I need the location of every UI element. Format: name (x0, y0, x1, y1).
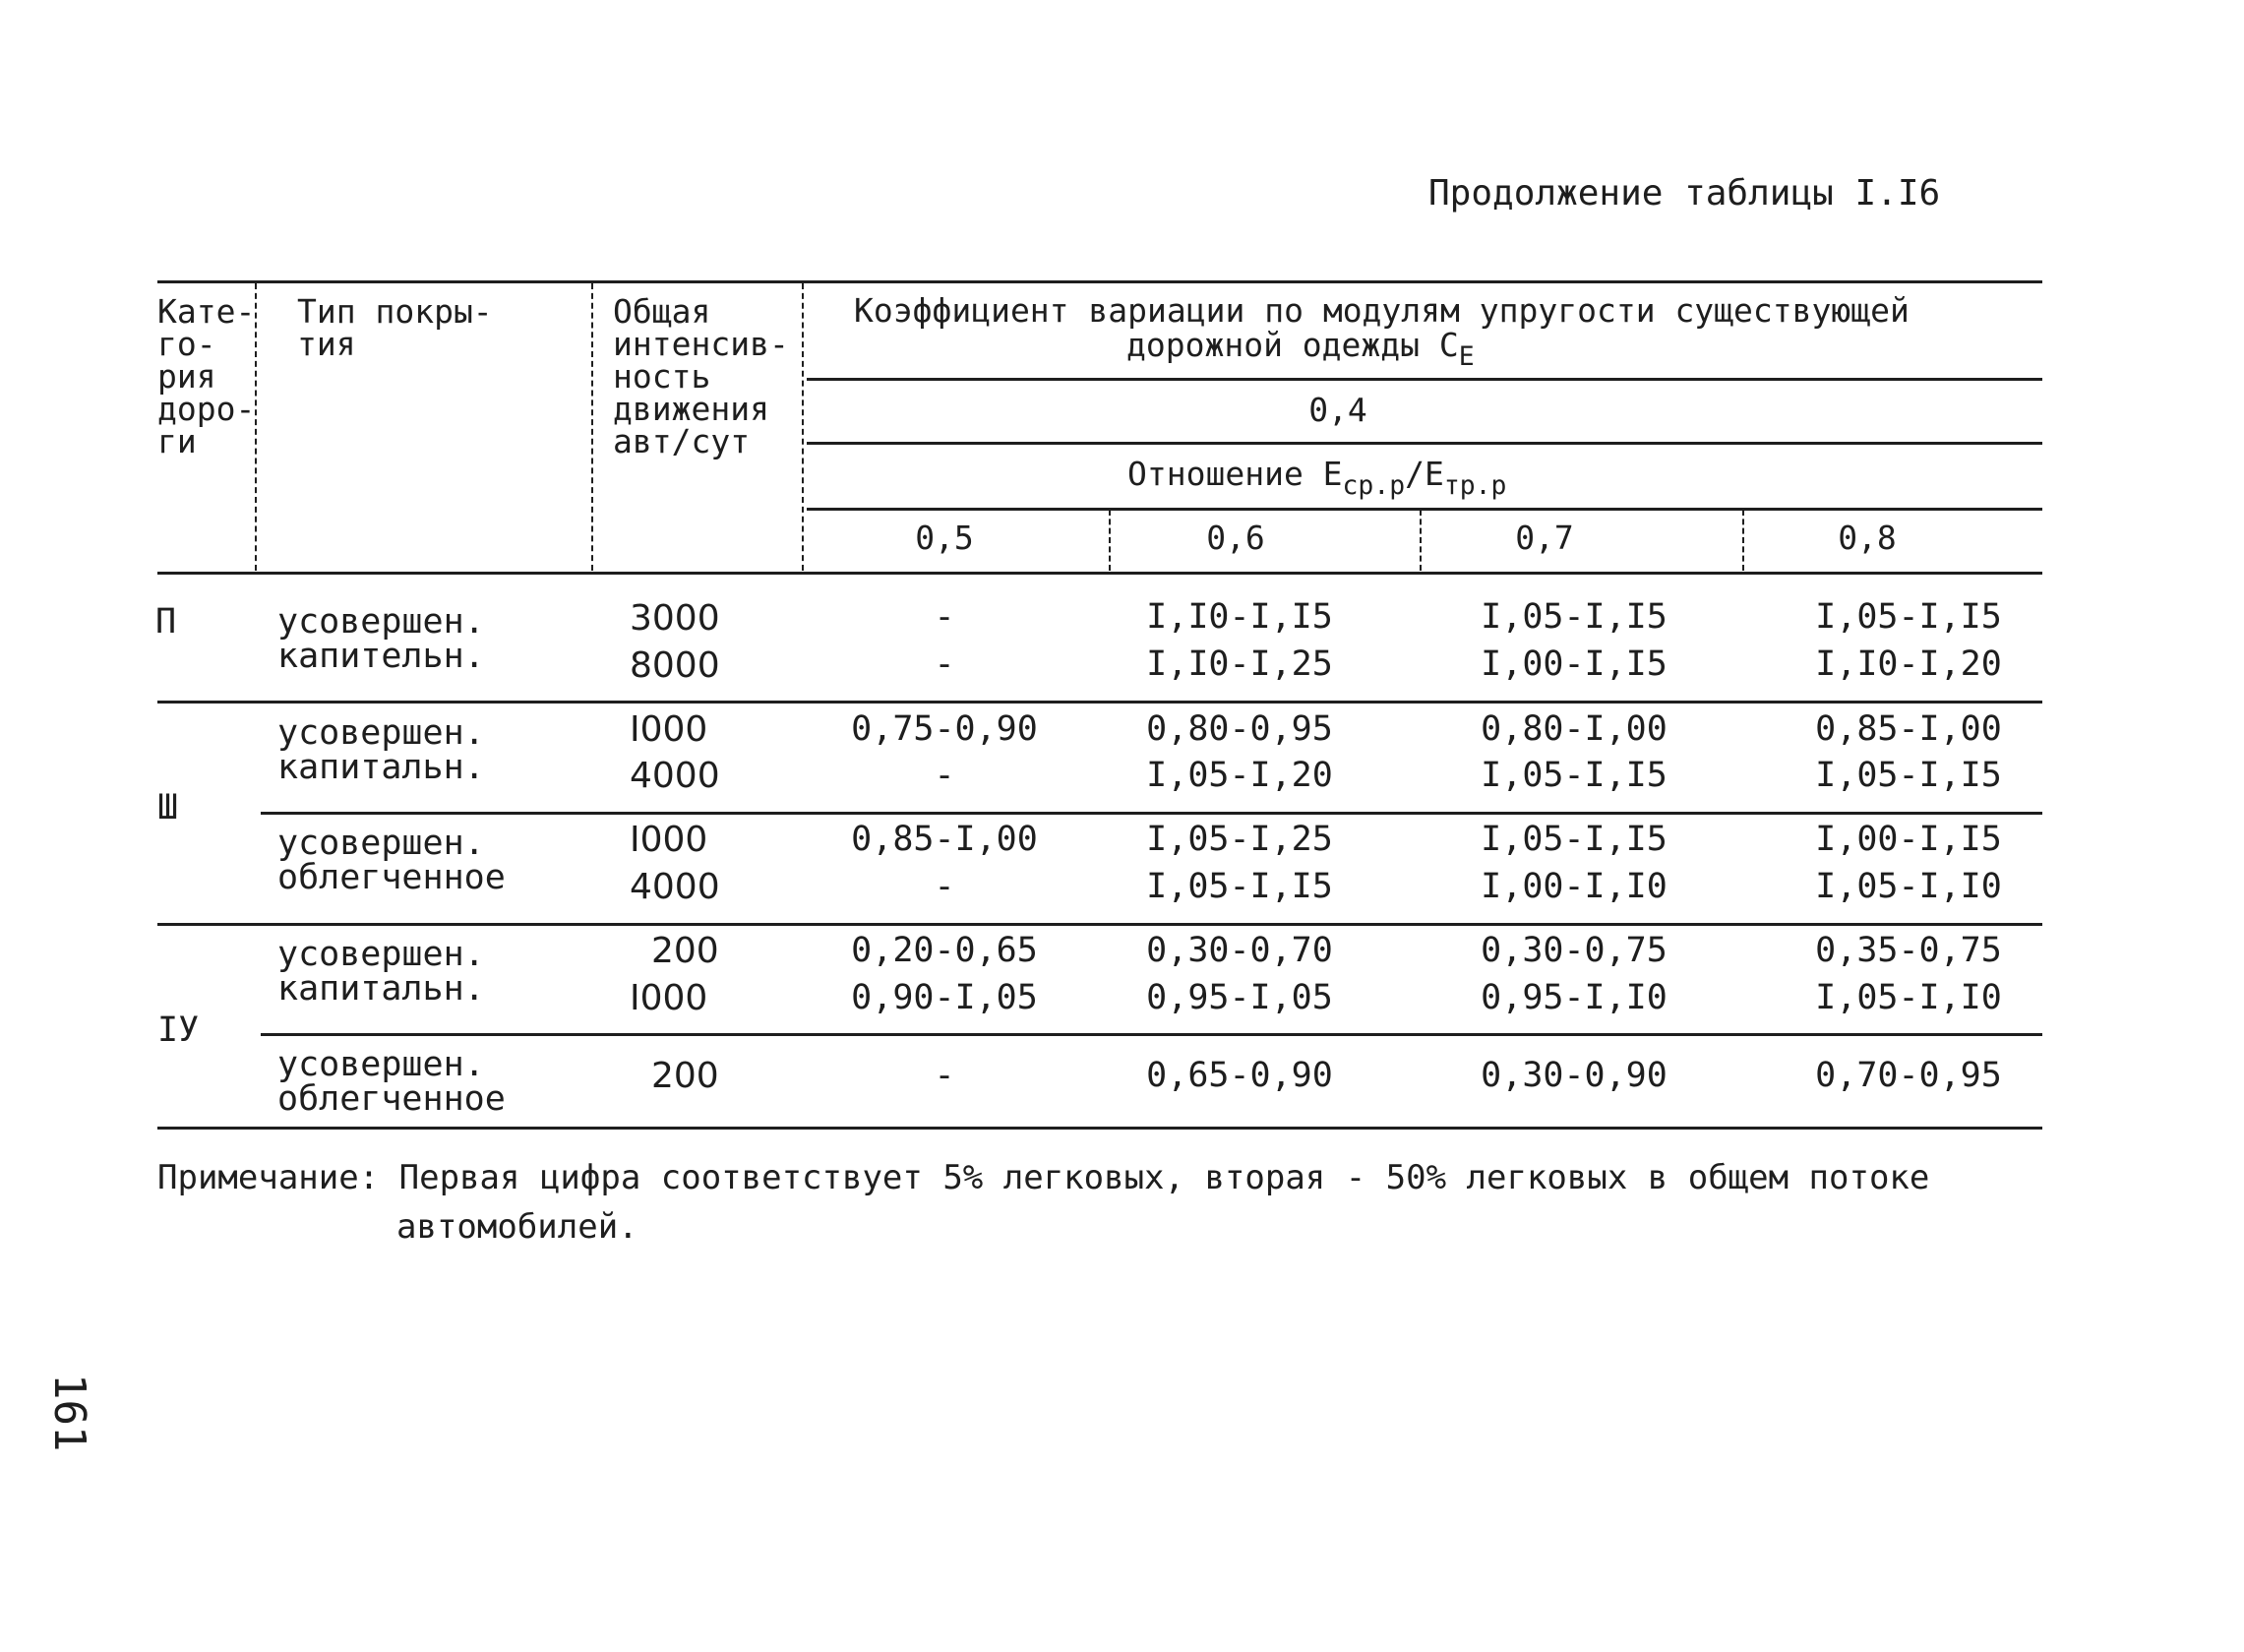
value-cell: I,05-I,I5 (1481, 597, 1668, 637)
value-cell: 0,95-I,05 (1146, 978, 1333, 1017)
pavement-type: усовершен. капительн. (277, 602, 485, 676)
intensity-value: 4000 (630, 756, 720, 796)
table-top-rule (157, 280, 2042, 283)
header-bottom-rule (157, 572, 2042, 575)
value-cell: I,05-I,I0 (1815, 978, 2002, 1017)
ratio-sep-1 (1109, 510, 1111, 571)
value-cell: 0,20-0,65 (851, 931, 1038, 970)
group-rule-4 (261, 1033, 2042, 1036)
page-number: 161 (44, 1374, 94, 1452)
table-bottom-rule (157, 1127, 2042, 1130)
value-cell: 0,75-0,90 (851, 709, 1038, 749)
value-cell: 0,80-0,95 (1146, 709, 1333, 749)
value-cell: I,05-I,I0 (1815, 867, 2002, 906)
value-cell: - (934, 867, 955, 906)
category-label: IУ (157, 1010, 200, 1050)
coef-subrule-2 (807, 442, 2042, 445)
value-cell: - (934, 644, 955, 684)
value-cell: 0,30-0,70 (1146, 931, 1333, 970)
coef-title-line1: Коэффициент вариации по модулям упругости существующей (854, 291, 1910, 330)
value-cell: I,05-I,I5 (1815, 597, 2002, 637)
intensity-value: 3000 (630, 598, 720, 639)
header-sep-2 (591, 283, 593, 571)
value-cell: I,05-I,I5 (1146, 867, 1333, 906)
category-label: Ш (157, 788, 179, 827)
intensity-value: 200 (651, 1056, 719, 1096)
value-cell: I,I0-I,20 (1815, 644, 2002, 684)
pavement-type: усовершен. капитальн. (277, 713, 485, 787)
value-cell: I,I0-I,25 (1146, 644, 1333, 684)
intensity-value: I000 (630, 820, 708, 860)
intensity-value: I000 (630, 978, 708, 1018)
value-cell: 0,95-I,I0 (1481, 978, 1668, 1017)
value-cell: 0,70-0,95 (1815, 1056, 2002, 1095)
value-cell: 0,30-0,90 (1481, 1056, 1668, 1095)
intensity-value: I000 (630, 709, 708, 750)
ratio-value: 0,7 (1515, 519, 1574, 557)
coef-value: 0,4 (1308, 391, 1367, 429)
coef-subrule-3 (807, 508, 2042, 511)
value-cell: 0,85-I,00 (1815, 709, 2002, 749)
intensity-value: 200 (651, 931, 719, 971)
value-cell: I,00-I,I5 (1481, 644, 1668, 684)
value-cell: 0,30-0,75 (1481, 931, 1668, 970)
ratio-value: 0,6 (1206, 519, 1265, 557)
value-cell: 0,80-I,00 (1481, 709, 1668, 749)
value-cell: 0,35-0,75 (1815, 931, 2002, 970)
value-cell: I,00-I,I5 (1815, 820, 2002, 859)
value-cell: - (934, 1056, 955, 1095)
header-sep-3 (802, 283, 804, 571)
value-cell: - (934, 756, 955, 795)
coef-subrule-1 (807, 378, 2042, 381)
ratio-label: Отношение $E_{ср.р}/E_{тр.р}$ (1127, 455, 1507, 502)
ratio-value: 0,8 (1838, 519, 1897, 557)
coef-title-line2: дорожной одежды $C_E$ (1126, 326, 1475, 373)
value-cell: I,05-I,I5 (1481, 820, 1668, 859)
group-rule-3 (157, 923, 2042, 926)
ratio-sep-3 (1742, 510, 1744, 571)
value-cell: I,05-I,20 (1146, 756, 1333, 795)
intensity-value: 8000 (630, 645, 720, 686)
pavement-type: усовершен. облегченное (277, 824, 506, 897)
note (157, 1153, 1929, 1202)
note-line2: автомобилей. (396, 1207, 638, 1247)
group-rule-2 (261, 812, 2042, 815)
header-intensity: Общая интенсив- ность движения авт/сут (613, 292, 789, 460)
value-cell: 0,90-I,05 (851, 978, 1038, 1017)
value-cell: I,05-I,I5 (1815, 756, 2002, 795)
note-label: Примечание: (157, 1158, 380, 1197)
value-cell: 0,85-I,00 (851, 820, 1038, 859)
category-label: П (155, 602, 177, 642)
value-cell: 0,65-0,90 (1146, 1056, 1333, 1095)
value-cell: - (934, 597, 955, 637)
ratio-value: 0,5 (915, 519, 974, 557)
note-line1: Первая цифра соответствует 5% легковых, вторая - 50% легковых в общем потоке (398, 1158, 1930, 1197)
value-cell: I,05-I,25 (1146, 820, 1333, 859)
table-caption: Продолжение таблицы I.I6 (1428, 173, 1941, 214)
intensity-value: 4000 (630, 867, 720, 907)
group-rule-1 (157, 701, 2042, 704)
pavement-type: усовершен. облегченное (277, 1045, 506, 1119)
value-cell: I,I0-I,I5 (1146, 597, 1333, 637)
ratio-sep-2 (1420, 510, 1422, 571)
value-cell: I,00-I,I0 (1481, 867, 1668, 906)
value-cell: I,05-I,I5 (1481, 756, 1668, 795)
header-type: Тип покры- тия (297, 292, 493, 363)
header-category: Кате- го- рия доро- ги (157, 292, 256, 460)
pavement-type: усовершен. капитальн. (277, 935, 485, 1009)
